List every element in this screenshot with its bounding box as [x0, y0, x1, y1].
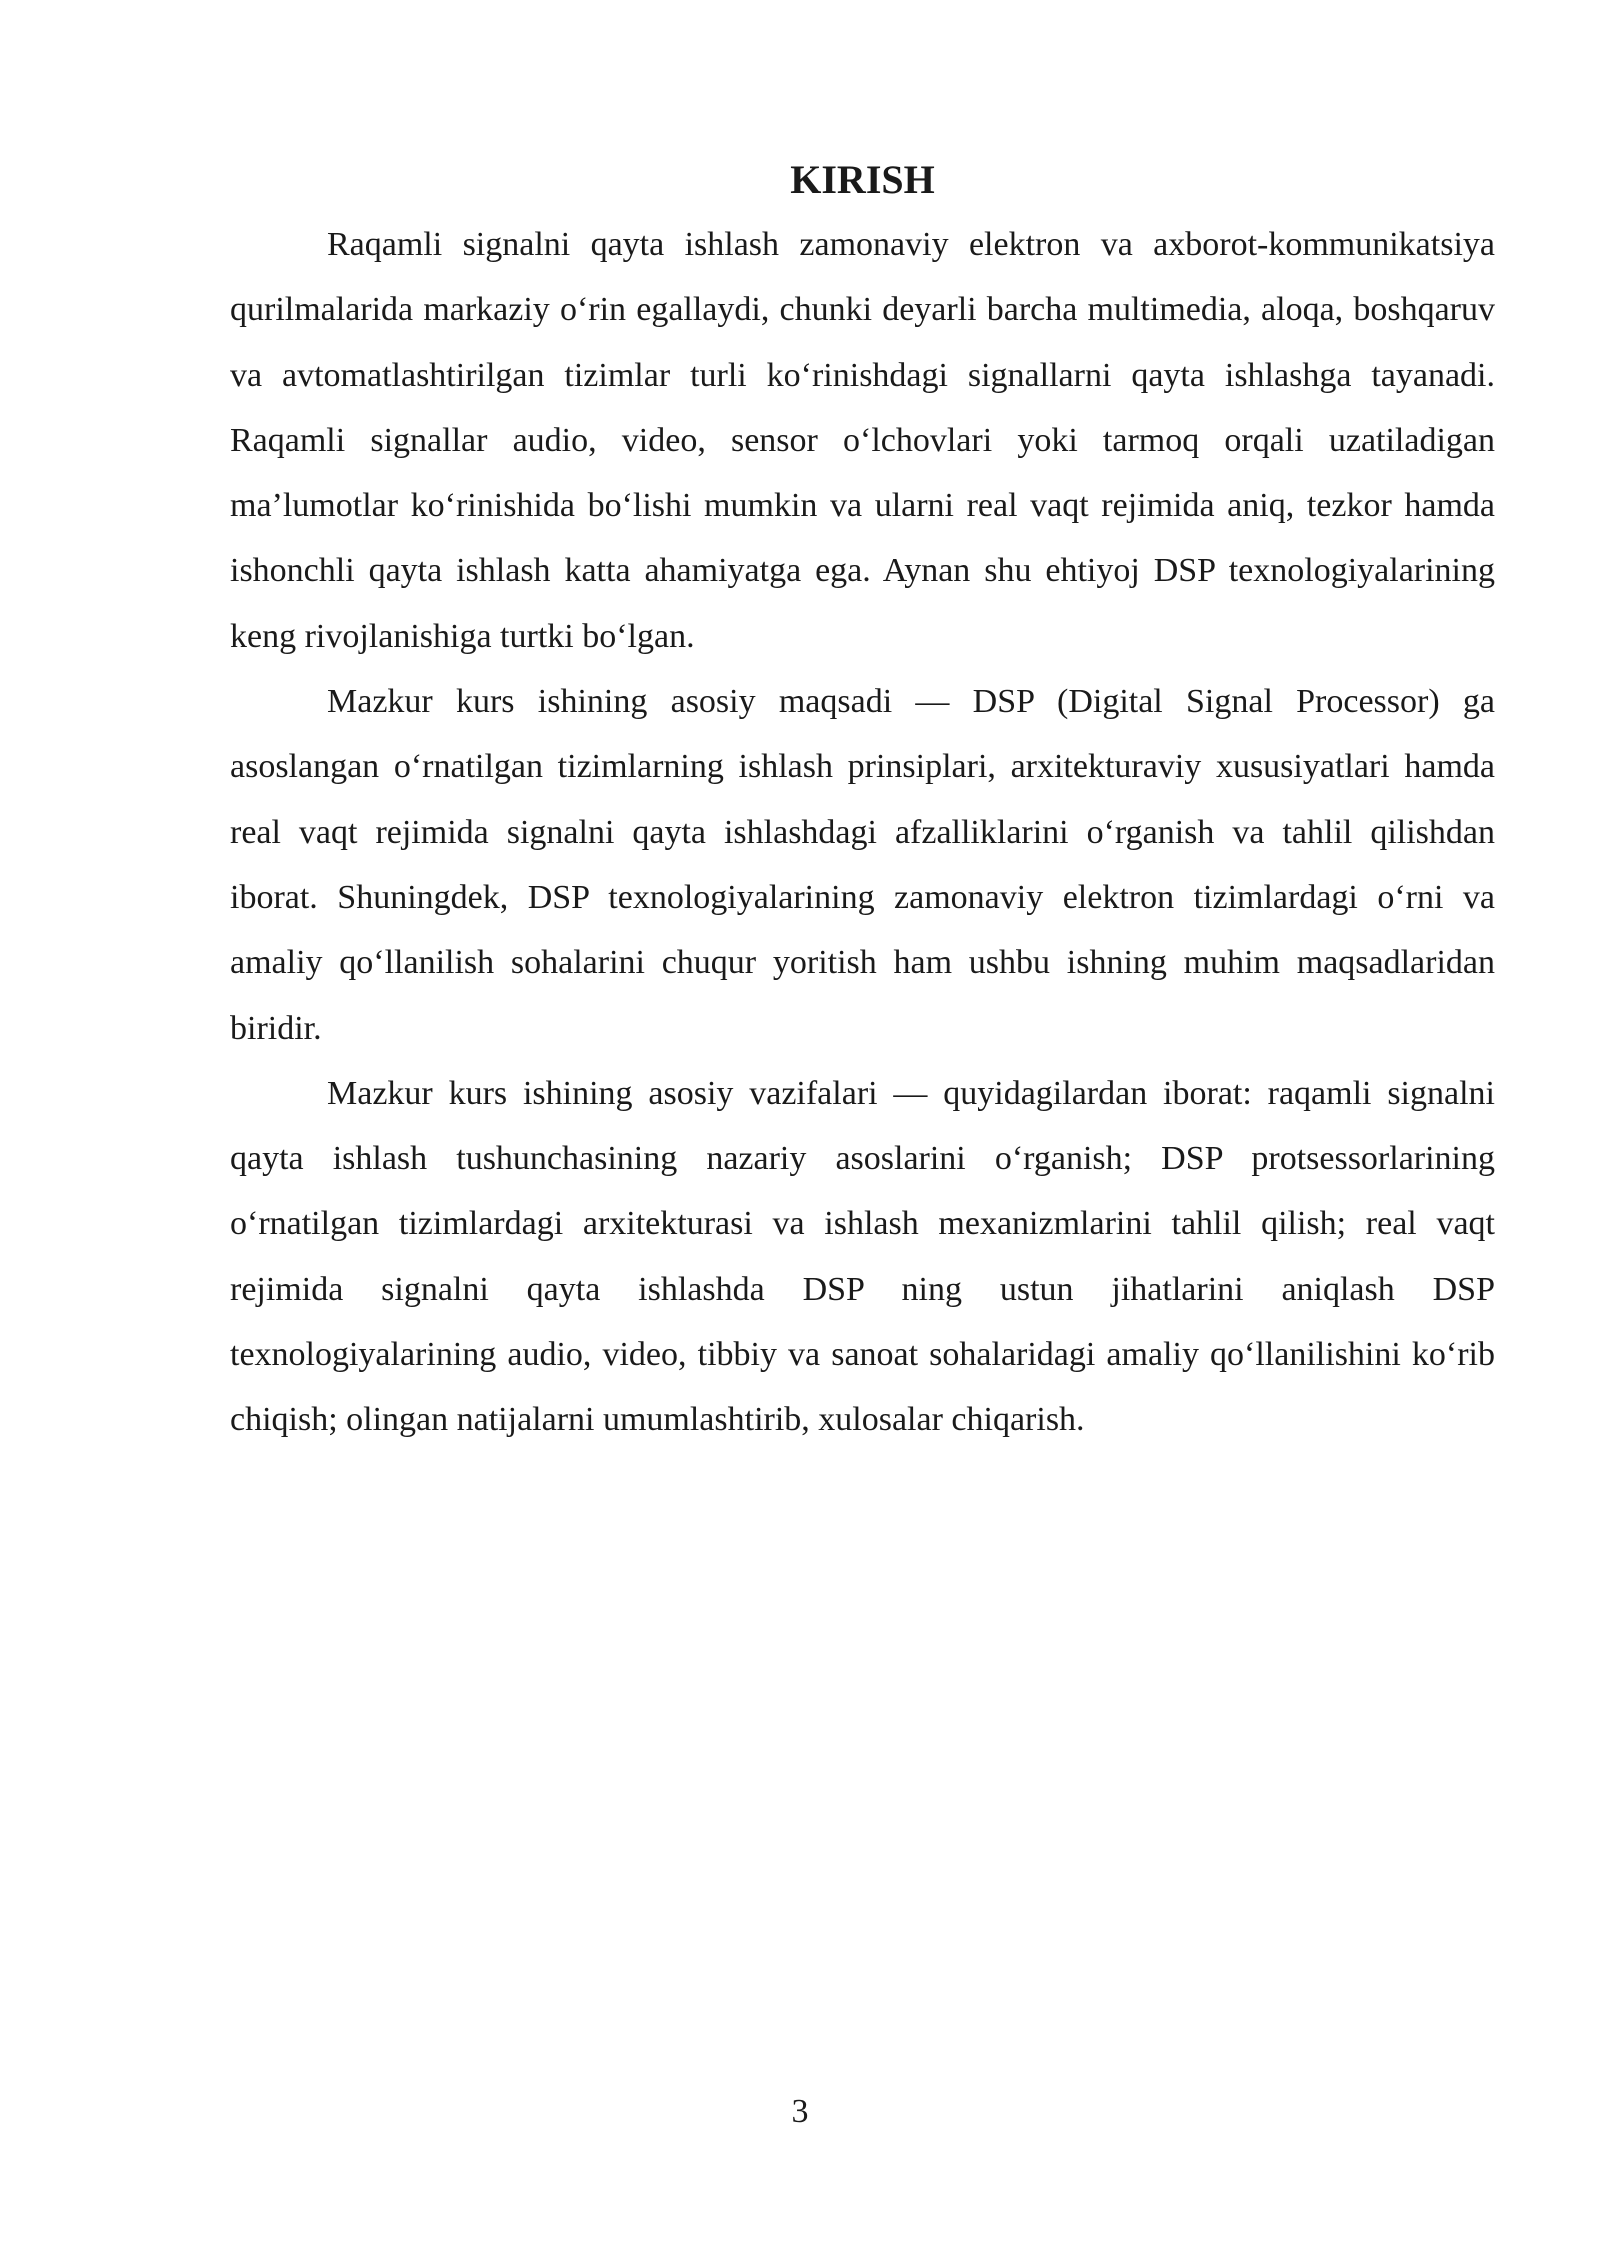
section-title: KIRISH — [790, 157, 935, 202]
page-content — [230, 150, 1495, 1453]
paragraph-introduction: Raqamli signalni qayta ishlash zamonaviy elektron va axborot-kommunikatsiya qurilmalarida markaziy o‘rin egallaydi, chunki deyarli barcha multimedia, aloqa, boshqaruv va avtomatlashtirilgan tizimlar turli ko‘rinishdagi signallarni qayta ishlashga tayanadi. Raqamli signallar audio, video, sensor o‘lchovlari yoki tarmoq orqali uzatiladigan ma’lumotlar ko‘rinishida bo‘lishi mumkin va ularni real vaqt rejimida aniq, tezkor hamda ishonchli qayta ishlash katta ahamiyatga ega. Aynan shu ehtiyoj DSP texnologiyalarining keng rivojlanishiga turtki bo‘lgan. — [230, 226, 1495, 655]
page-number: 3 — [791, 2093, 809, 2130]
paragraph-goal: Mazkur kurs ishining asosiy maqsadi — DSP (Digital Signal Processor) ga asoslangan o‘rnatilgan tizimlarning ishlash prinsiplari, arxitekturaviy xususiyatlari hamda real vaqt rejimida signalni qayta ishlashdagi afzalliklarini o‘rganish va tahlil qilishdan iborat. Shuningdek, DSP texnologiyalarining zamonaviy elektron tizimlardagi o‘rni va amaliy qo‘llanilish sohalarini chuqur yoritish ham ushbu ishning muhim maqsadlaridan biridir. — [230, 683, 1495, 1047]
paragraph-tasks: Mazkur kurs ishining asosiy vazifalari — quyidagilardan iborat: raqamli signalni qayta ishlash tushunchasining nazariy asoslarini o‘rganish; DSP protsessorlarining o‘rnatilgan tizimlardagi arxitekturasi va ishlash mexanizmlarini tahlil qilish; real vaqt rejimida signalni qayta ishlashda DSP ning ustun jihatlarini aniqlash DSP texnologiyalarining audio, video, tibbiy va sanoat sohalaridagi amaliy qo‘llanilishini ko‘rib chiqish; olingan natijalarni umumlashtirib, xulosalar chiqarish. — [230, 1074, 1495, 1439]
